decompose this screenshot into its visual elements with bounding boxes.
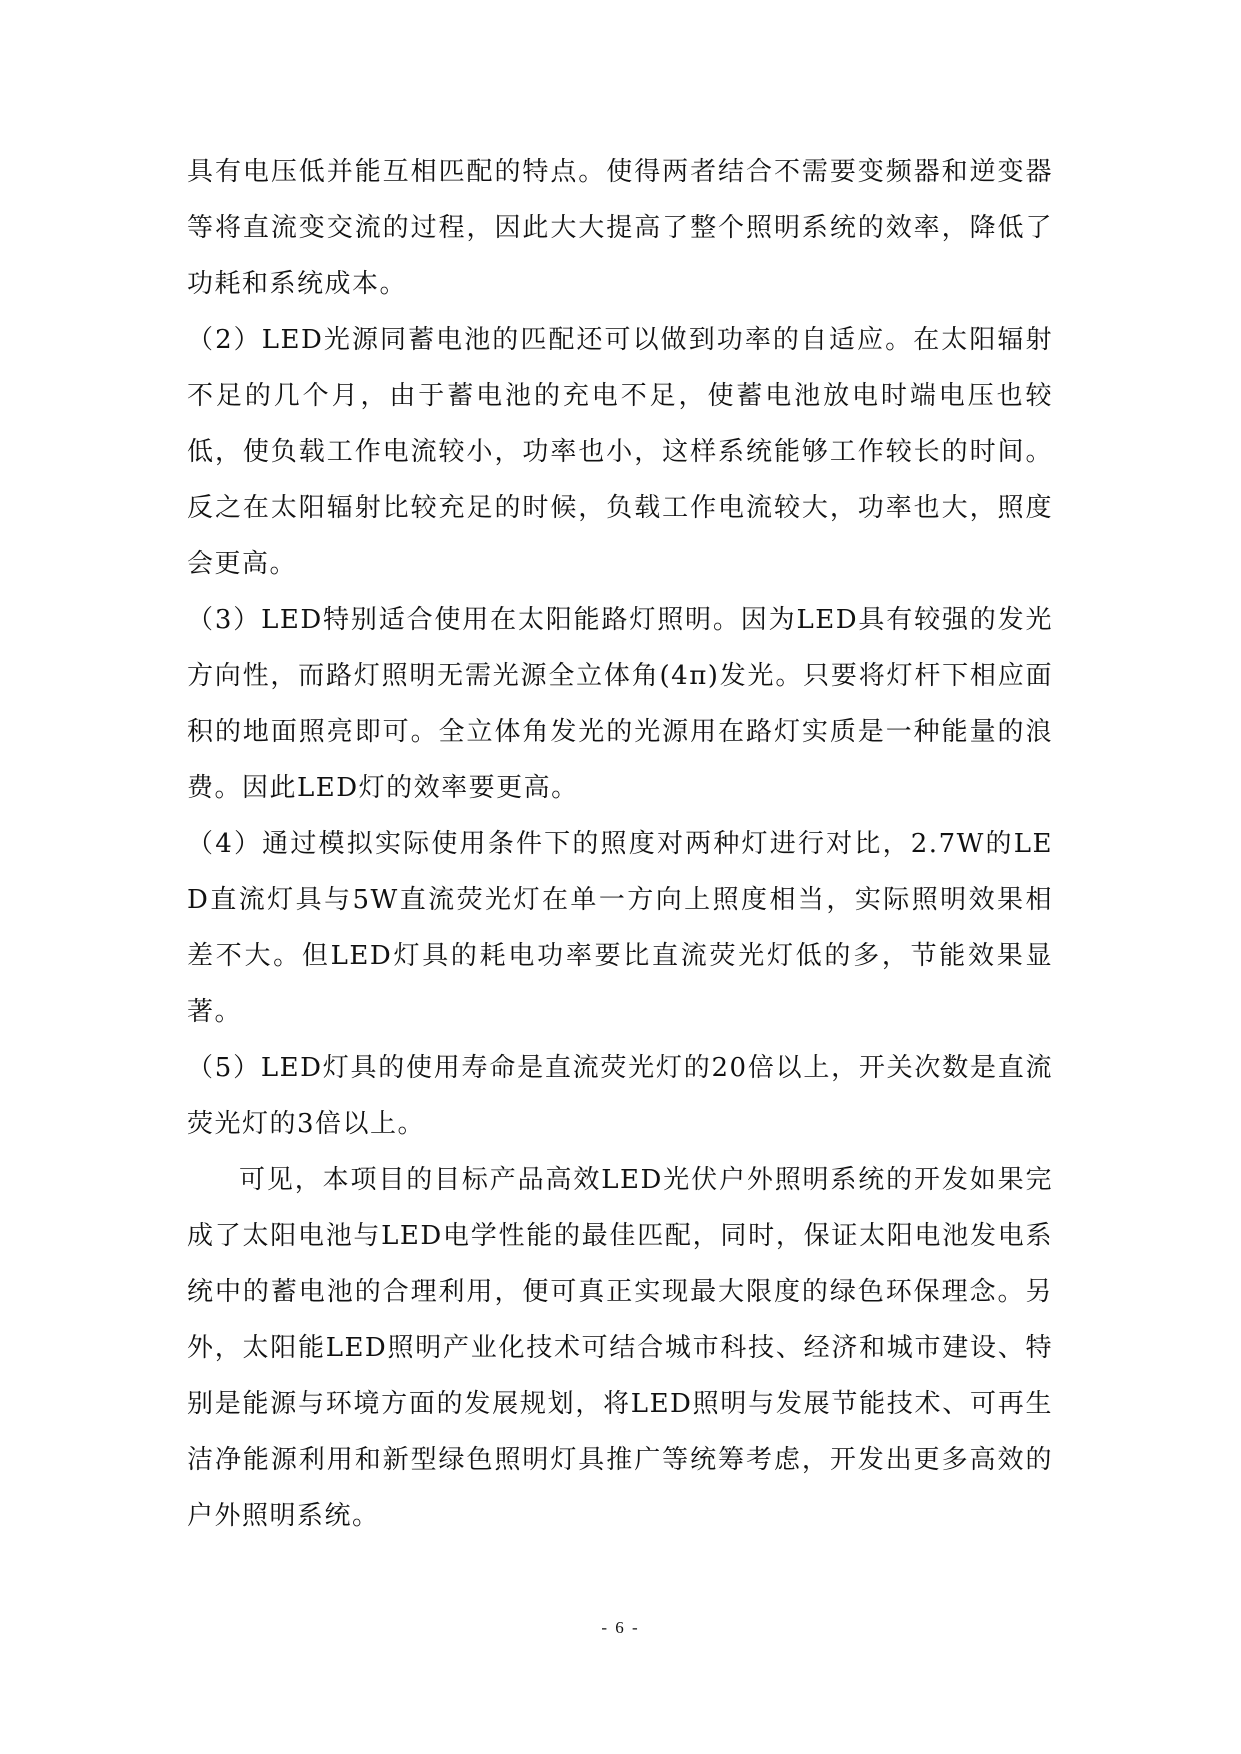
paragraph-item-3 — [187, 592, 1053, 816]
paragraph-item-4 — [187, 816, 1053, 1040]
paragraph-item-5-text: （5）LED灯具的使用寿命是直流荧光灯的20倍以上，开关次数是直流荧光灯的3倍以上。 — [187, 1053, 1053, 1139]
paragraph-item-2 — [187, 312, 1053, 592]
paragraph-item-4-text: （4）通过模拟实际使用条件下的照度对两种灯进行对比，2.7W的LED直流灯具与5W直流荧光灯在单一方向上照度相当，实际照明效果相差不大。但LED灯具的耗电功率要比直流荧光灯低的多，节能效果显著。 — [187, 829, 1053, 1027]
paragraph-intro — [187, 144, 1053, 312]
paragraph-item-2-text: （2）LED光源同蓄电池的匹配还可以做到功率的自适应。在太阳辐射不足的几个月，由于蓄电池的充电不足，使蓄电池放电时端电压也较低，使负载工作电流较小，功率也小，这样系统能够工作较长的时间。反之在太阳辐射比较充足的时候，负载工作电流较大，功率也大，照度会更高。 — [187, 325, 1053, 579]
paragraph-conclusion — [187, 1152, 1053, 1544]
paragraph-item-3-text: （3）LED特别适合使用在太阳能路灯照明。因为LED具有较强的发光方向性，而路灯照明无需光源全立体角(4π)发光。只要将灯杆下相应面积的地面照亮即可。全立体角发光的光源用在路灯实质是一种能量的浪费。因此LED灯的效率要更高。 — [187, 605, 1053, 803]
paragraph-conclusion-text: 可见，本项目的目标产品高效LED光伏户外照明系统的开发如果完成了太阳电池与LED电学性能的最佳匹配，同时，保证太阳电池发电系统中的蓄电池的合理利用，便可真正实现最大限度的绿色环保理念。另外，太阳能LED照明产业化技术可结合城市科技、经济和城市建设、特别是能源与环境方面的发展规划，将LED照明与发展节能技术、可再生洁净能源利用和新型绿色照明灯具推广等统筹考虑，开发出更多高效的户外照明系统。 — [187, 1165, 1053, 1531]
paragraph-intro-text: 具有电压低并能互相匹配的特点。使得两者结合不需要变频器和逆变器等将直流变交流的过程，因此大大提高了整个照明系统的效率，降低了功耗和系统成本。 — [187, 157, 1053, 299]
page-number: - 6 - — [601, 1618, 640, 1637]
paragraph-item-5 — [187, 1040, 1053, 1152]
